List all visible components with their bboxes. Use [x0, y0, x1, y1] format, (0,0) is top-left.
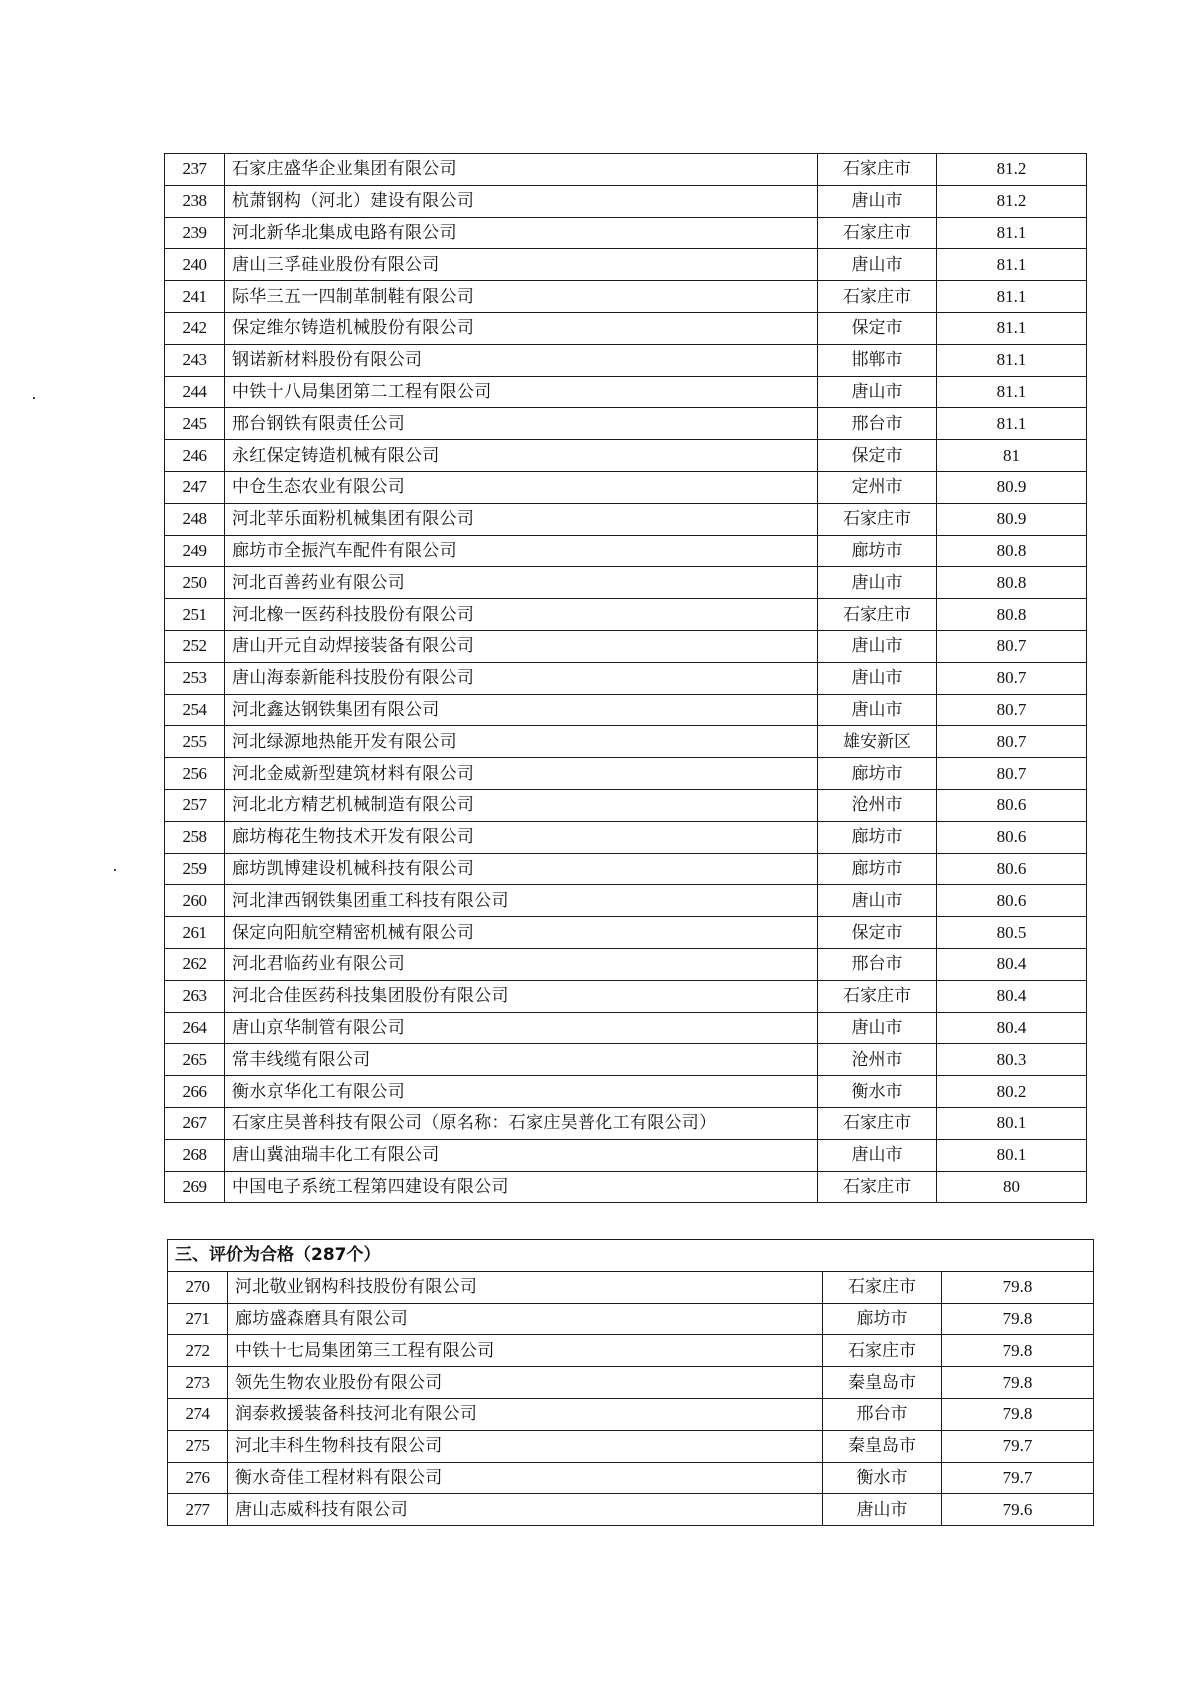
city: 唐山市 [818, 249, 937, 281]
row-number: 257 [165, 789, 225, 821]
company-name: 中铁十七局集团第三工程有限公司 [228, 1335, 823, 1367]
city: 保定市 [818, 312, 937, 344]
city: 秦皇岛市 [823, 1367, 942, 1399]
company-name: 中国电子系统工程第四建设有限公司 [225, 1171, 818, 1203]
row-number: 274 [168, 1398, 228, 1430]
score: 80.7 [937, 726, 1087, 758]
score: 80.8 [937, 567, 1087, 599]
table-row [165, 217, 1087, 249]
table-row [165, 1044, 1087, 1076]
table-row [165, 948, 1087, 980]
row-number: 270 [168, 1271, 228, 1303]
city: 廊坊市 [823, 1303, 942, 1335]
city: 邢台市 [823, 1398, 942, 1430]
score: 80.4 [937, 948, 1087, 980]
score: 80.7 [937, 662, 1087, 694]
table-row [165, 917, 1087, 949]
city: 衡水市 [818, 1076, 937, 1108]
score: 79.8 [942, 1398, 1094, 1430]
table-row [165, 662, 1087, 694]
table-row [165, 185, 1087, 217]
city: 石家庄市 [818, 1171, 937, 1203]
score: 81 [937, 440, 1087, 472]
score: 80.7 [937, 758, 1087, 790]
company-name: 河北丰科生物科技有限公司 [228, 1430, 823, 1462]
row-number: 267 [165, 1107, 225, 1139]
table-row [168, 1462, 1094, 1494]
table-row [165, 312, 1087, 344]
table-row [165, 599, 1087, 631]
table-row [168, 1271, 1094, 1303]
company-name: 永红保定铸造机械有限公司 [225, 440, 818, 472]
row-number: 275 [168, 1430, 228, 1462]
score: 80.8 [937, 599, 1087, 631]
city: 唐山市 [818, 376, 937, 408]
row-number: 260 [165, 885, 225, 917]
city: 唐山市 [818, 185, 937, 217]
city: 石家庄市 [818, 1107, 937, 1139]
row-number: 276 [168, 1462, 228, 1494]
row-number: 256 [165, 758, 225, 790]
table-row [165, 821, 1087, 853]
company-name: 中仓生态农业有限公司 [225, 471, 818, 503]
table-row [168, 1335, 1094, 1367]
company-name: 河北绿源地热能开发有限公司 [225, 726, 818, 758]
table-row [165, 154, 1087, 186]
city: 邯郸市 [818, 344, 937, 376]
score: 80.1 [937, 1139, 1087, 1171]
score: 80.8 [937, 535, 1087, 567]
city: 唐山市 [818, 1012, 937, 1044]
city: 沧州市 [818, 1044, 937, 1076]
table-row [165, 376, 1087, 408]
table-row [165, 1012, 1087, 1044]
table-row [165, 440, 1087, 472]
table-row [165, 1139, 1087, 1171]
row-number: 266 [165, 1076, 225, 1108]
score: 79.7 [942, 1462, 1094, 1494]
company-name: 唐山开元自动焊接装备有限公司 [225, 630, 818, 662]
company-name: 河北北方精艺机械制造有限公司 [225, 789, 818, 821]
score: 79.8 [942, 1335, 1094, 1367]
city: 廊坊市 [818, 821, 937, 853]
city: 唐山市 [818, 1139, 937, 1171]
score: 81.2 [937, 154, 1087, 186]
company-name: 河北合佳医药科技集团股份有限公司 [225, 980, 818, 1012]
row-number: 243 [165, 344, 225, 376]
company-name: 唐山京华制管有限公司 [225, 1012, 818, 1044]
score: 81.2 [937, 185, 1087, 217]
row-number: 252 [165, 630, 225, 662]
score: 81.1 [937, 217, 1087, 249]
city: 石家庄市 [823, 1271, 942, 1303]
score: 79.7 [942, 1430, 1094, 1462]
row-number: 262 [165, 948, 225, 980]
company-name: 衡水京华化工有限公司 [225, 1076, 818, 1108]
company-name: 石家庄昊普科技有限公司（原名称：石家庄昊普化工有限公司） [225, 1107, 818, 1139]
company-name: 常丰线缆有限公司 [225, 1044, 818, 1076]
score: 79.8 [942, 1271, 1094, 1303]
row-number: 263 [165, 980, 225, 1012]
company-name: 河北新华北集成电路有限公司 [225, 217, 818, 249]
table-row [165, 726, 1087, 758]
table-row [165, 1171, 1087, 1203]
table-row [165, 249, 1087, 281]
city: 沧州市 [818, 789, 937, 821]
company-name: 邢台钢铁有限责任公司 [225, 408, 818, 440]
row-number: 248 [165, 503, 225, 535]
score: 80.6 [937, 853, 1087, 885]
row-number: 265 [165, 1044, 225, 1076]
row-number: 251 [165, 599, 225, 631]
table-row [165, 408, 1087, 440]
company-name: 河北敬业钢构科技股份有限公司 [228, 1271, 823, 1303]
table-row [165, 758, 1087, 790]
company-name: 际华三五一四制革制鞋有限公司 [225, 281, 818, 313]
score: 81.1 [937, 249, 1087, 281]
company-name: 廊坊凯博建设机械科技有限公司 [225, 853, 818, 885]
table-row [165, 535, 1087, 567]
company-name: 廊坊市全振汽车配件有限公司 [225, 535, 818, 567]
table-row [165, 281, 1087, 313]
row-number: 237 [165, 154, 225, 186]
company-name: 中铁十八局集团第二工程有限公司 [225, 376, 818, 408]
table-row [165, 503, 1087, 535]
score: 80.7 [937, 694, 1087, 726]
table-row [165, 344, 1087, 376]
company-name: 唐山海泰新能科技股份有限公司 [225, 662, 818, 694]
company-name: 唐山三孚硅业股份有限公司 [225, 249, 818, 281]
table-row [165, 1107, 1087, 1139]
score: 80.1 [937, 1107, 1087, 1139]
table-row [168, 1367, 1094, 1399]
city: 石家庄市 [818, 281, 937, 313]
company-evaluation-table-qualified [167, 1239, 1094, 1526]
scan-speck [33, 397, 35, 399]
score: 80.5 [937, 917, 1087, 949]
table-row [165, 694, 1087, 726]
city: 唐山市 [818, 662, 937, 694]
company-name: 领先生物农业股份有限公司 [228, 1367, 823, 1399]
row-number: 269 [165, 1171, 225, 1203]
row-number: 241 [165, 281, 225, 313]
city: 邢台市 [818, 948, 937, 980]
company-name: 保定维尔铸造机械股份有限公司 [225, 312, 818, 344]
row-number: 272 [168, 1335, 228, 1367]
row-number: 254 [165, 694, 225, 726]
scan-speck [114, 869, 116, 871]
score: 80.3 [937, 1044, 1087, 1076]
table-row [168, 1398, 1094, 1430]
row-number: 244 [165, 376, 225, 408]
city: 石家庄市 [818, 599, 937, 631]
score: 80.4 [937, 980, 1087, 1012]
city: 衡水市 [823, 1462, 942, 1494]
company-name: 润泰救援装备科技河北有限公司 [228, 1398, 823, 1430]
city: 石家庄市 [818, 217, 937, 249]
score: 79.8 [942, 1367, 1094, 1399]
score: 81.1 [937, 376, 1087, 408]
score: 80.4 [937, 1012, 1087, 1044]
score: 81.1 [937, 281, 1087, 313]
company-evaluation-table [164, 153, 1087, 1203]
city: 秦皇岛市 [823, 1430, 942, 1462]
table-row [165, 885, 1087, 917]
table-row [168, 1303, 1094, 1335]
score: 80.2 [937, 1076, 1087, 1108]
row-number: 247 [165, 471, 225, 503]
table-row [168, 1430, 1094, 1462]
score: 81.1 [937, 408, 1087, 440]
row-number: 264 [165, 1012, 225, 1044]
company-name: 河北津西钢铁集团重工科技有限公司 [225, 885, 818, 917]
score: 79.8 [942, 1303, 1094, 1335]
company-name: 唐山志威科技有限公司 [228, 1494, 823, 1526]
city: 唐山市 [818, 885, 937, 917]
city: 廊坊市 [818, 535, 937, 567]
row-number: 242 [165, 312, 225, 344]
row-number: 238 [165, 185, 225, 217]
city: 石家庄市 [823, 1335, 942, 1367]
score: 80.6 [937, 789, 1087, 821]
row-number: 245 [165, 408, 225, 440]
company-name: 河北百善药业有限公司 [225, 567, 818, 599]
score: 80.7 [937, 630, 1087, 662]
city: 廊坊市 [818, 758, 937, 790]
city: 唐山市 [823, 1494, 942, 1526]
row-number: 259 [165, 853, 225, 885]
table-body-bottom [168, 1240, 1094, 1526]
row-number: 271 [168, 1303, 228, 1335]
company-name: 钢诺新材料股份有限公司 [225, 344, 818, 376]
row-number: 239 [165, 217, 225, 249]
city: 保定市 [818, 917, 937, 949]
row-number: 240 [165, 249, 225, 281]
score: 80.6 [937, 821, 1087, 853]
row-number: 273 [168, 1367, 228, 1399]
company-name: 河北金威新型建筑材料有限公司 [225, 758, 818, 790]
company-name: 廊坊梅花生物技术开发有限公司 [225, 821, 818, 853]
table-row [165, 853, 1087, 885]
section-header-row [168, 1240, 1094, 1272]
table-row [165, 630, 1087, 662]
table-row [165, 1076, 1087, 1108]
row-number: 277 [168, 1494, 228, 1526]
city: 唐山市 [818, 694, 937, 726]
score: 79.6 [942, 1494, 1094, 1526]
row-number: 250 [165, 567, 225, 599]
table-row [165, 789, 1087, 821]
table-row [168, 1494, 1094, 1526]
company-name: 河北君临药业有限公司 [225, 948, 818, 980]
company-name: 河北苹乐面粉机械集团有限公司 [225, 503, 818, 535]
city: 定州市 [818, 471, 937, 503]
section-header: 三、评价为合格（287个） [168, 1240, 1094, 1272]
score: 80.9 [937, 471, 1087, 503]
score: 81.1 [937, 312, 1087, 344]
city: 石家庄市 [818, 980, 937, 1012]
score: 80.9 [937, 503, 1087, 535]
row-number: 258 [165, 821, 225, 853]
city: 石家庄市 [818, 503, 937, 535]
score: 81.1 [937, 344, 1087, 376]
row-number: 249 [165, 535, 225, 567]
table-row [165, 567, 1087, 599]
city: 邢台市 [818, 408, 937, 440]
score: 80 [937, 1171, 1087, 1203]
company-name: 石家庄盛华企业集团有限公司 [225, 154, 818, 186]
city: 雄安新区 [818, 726, 937, 758]
table-body-top [165, 154, 1087, 1203]
row-number: 268 [165, 1139, 225, 1171]
row-number: 261 [165, 917, 225, 949]
row-number: 253 [165, 662, 225, 694]
city: 唐山市 [818, 567, 937, 599]
city: 唐山市 [818, 630, 937, 662]
company-name: 保定向阳航空精密机械有限公司 [225, 917, 818, 949]
company-name: 衡水奇佳工程材料有限公司 [228, 1462, 823, 1494]
company-name: 廊坊盛森磨具有限公司 [228, 1303, 823, 1335]
city: 石家庄市 [818, 154, 937, 186]
table-row [165, 980, 1087, 1012]
city: 保定市 [818, 440, 937, 472]
score: 80.6 [937, 885, 1087, 917]
company-name: 河北橡一医药科技股份有限公司 [225, 599, 818, 631]
row-number: 246 [165, 440, 225, 472]
company-name: 河北鑫达钢铁集团有限公司 [225, 694, 818, 726]
row-number: 255 [165, 726, 225, 758]
company-name: 杭萧钢构（河北）建设有限公司 [225, 185, 818, 217]
company-name: 唐山冀油瑞丰化工有限公司 [225, 1139, 818, 1171]
table-row [165, 471, 1087, 503]
city: 廊坊市 [818, 853, 937, 885]
